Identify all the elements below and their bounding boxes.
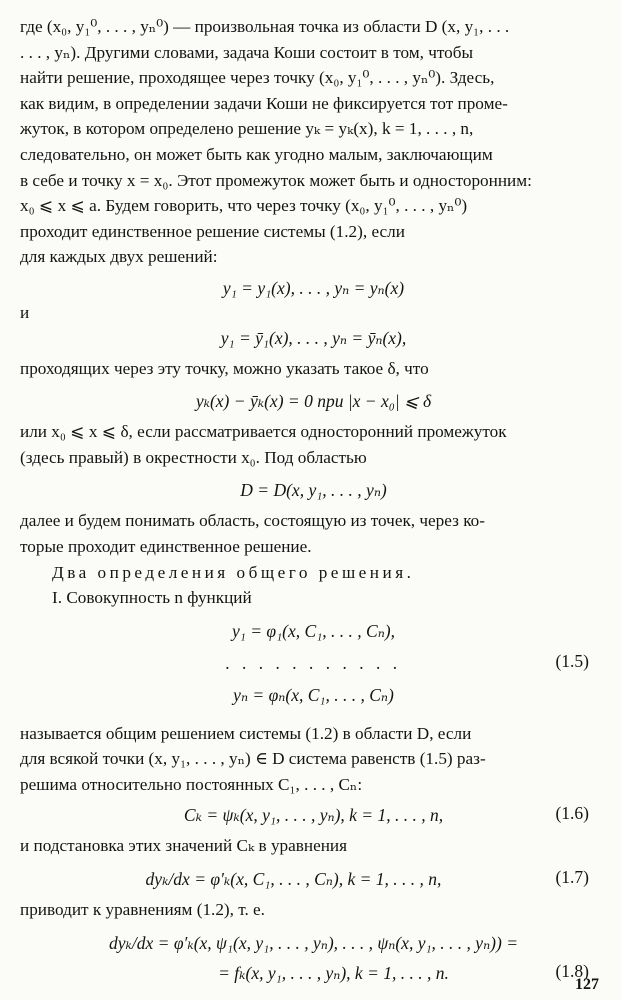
text-line: проходящих через эту точку, можно указать такое δ, что bbox=[20, 358, 429, 378]
text-line: решима относительно постоянных C₁, . . . , Cₙ: bbox=[20, 774, 363, 794]
equation-number-1-5: (1.5) bbox=[555, 650, 589, 671]
text-line: для каждых двух решений: bbox=[20, 247, 218, 267]
text-line: для всякой точки (x, y₁, . . . , yₙ) ∈ D система равенств (1.5) раз- bbox=[20, 749, 486, 769]
paragraph-cauchy bbox=[20, 14, 607, 270]
text-line: и подстановка этих значений Cₖ в уравнения bbox=[20, 836, 348, 856]
text-line: в себе и точку x = x₀. Этот промежуток может быть и односторонним: bbox=[20, 170, 532, 190]
equation-d: D = D(x, y₁, . . . , yₙ) bbox=[240, 480, 387, 501]
text-line: найти решение, проходящее через точку (x₀, y₁⁰, . . . , yₙ⁰). Здесь, bbox=[20, 68, 495, 88]
text-line: далее и будем понимать область, состоящую из точек, через ко- bbox=[20, 511, 485, 531]
word-and: и bbox=[20, 302, 30, 322]
equation-block-1-8 bbox=[20, 931, 607, 993]
equation-number-1-7: (1.7) bbox=[555, 867, 589, 888]
equation-e3: yₙ = φₙ(x, C₁, . . . , Cₙ) bbox=[233, 684, 394, 705]
item-1: I. Совокупность n функций bbox=[52, 588, 252, 608]
text-line: приводит к уравнениям (1.2), т. е. bbox=[20, 900, 265, 920]
equation-e2: . . . . . . . . . . . bbox=[225, 652, 402, 673]
equation-g: dyₖ/dx = φ′ₖ(x, C₁, . . . , Cₙ), k = 1, . . . , n, bbox=[145, 869, 442, 890]
section-heading: Два определения общего решения. bbox=[52, 562, 415, 582]
text-line: x₀ ⩽ x ⩽ a. Будем говорить, что через точку (x₀, y₁⁰, . . . , yₙ⁰) bbox=[20, 196, 468, 216]
equation-h1: dyₖ/dx = φ′ₖ(x, ψ₁(x, y₁, . . . , yₙ), . . . , ψₙ(x, y₁, . . . , yₙ)) = bbox=[108, 932, 519, 953]
text-line: проходит единственное решение системы (1.2), если bbox=[20, 221, 405, 241]
system-1-5 bbox=[20, 619, 607, 715]
text-line: . . . , yₙ). Другими словами, задача Коши состоит в том, чтобы bbox=[20, 42, 474, 62]
equation-number-1-6: (1.6) bbox=[555, 803, 589, 824]
text-line: жуток, в котором определено решение yₖ = yₖ(x), k = 1, . . . , n, bbox=[20, 119, 474, 139]
equation-h2: = fₖ(x, y₁, . . . , yₙ), k = 1, . . . , n. bbox=[218, 962, 449, 983]
equation-row-1-7 bbox=[20, 863, 607, 895]
text-line: торые проходит единственное решение. bbox=[20, 536, 312, 556]
equation-a: y₁ = y₁(x), . . . , yₙ = yₙ(x) bbox=[222, 277, 405, 298]
text-line: как видим, в определении задачи Коши не фиксируется тот проме- bbox=[20, 93, 508, 113]
page-number: 127 bbox=[575, 976, 599, 993]
equation-e1: y₁ = φ₁(x, C₁, . . . , Cₙ), bbox=[232, 620, 395, 641]
equation-number-1-8: (1.8) bbox=[555, 960, 589, 981]
equation-c: yₖ(x) − ȳₖ(x) = 0 при |x − x₀| ⩽ δ bbox=[195, 391, 432, 412]
equation-b: y₁ = ȳ₁(x), . . . , yₙ = ȳₙ(x), bbox=[220, 327, 407, 348]
text-line: называется общим решением системы (1.2) в области D, если bbox=[20, 723, 472, 743]
equation-f: Cₖ = ψₖ(x, y₁, . . . , yₙ), k = 1, . . . , n, bbox=[183, 805, 444, 826]
equation-row-1-6 bbox=[20, 799, 607, 831]
text-line: где (x₀, y₁⁰, . . . , yₙ⁰) — произвольная точка из области D (x, y₁, . . . bbox=[20, 17, 510, 36]
text-line: следовательно, он может быть как угодно малым, заключающим bbox=[20, 144, 493, 164]
text-line: (здесь правый) в окрестности x₀. Под областью bbox=[20, 447, 367, 467]
text-line: или x₀ ⩽ x ⩽ δ, если рассматривается односторонний промежуток bbox=[20, 422, 507, 442]
